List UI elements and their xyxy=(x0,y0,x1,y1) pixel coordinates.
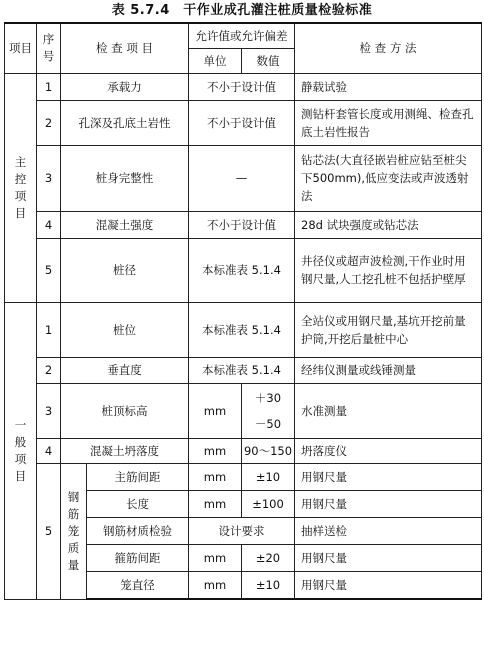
row-item: 主筋间距 xyxy=(87,463,189,490)
table-row xyxy=(5,100,482,145)
header-unit: 单位 xyxy=(189,48,242,73)
row-unit: mm xyxy=(189,571,242,599)
header-category: 项目 xyxy=(5,23,37,73)
header-row xyxy=(5,23,482,48)
row-seq: 4 xyxy=(37,438,61,463)
row-seq: 5 xyxy=(37,463,61,599)
row-method: 28d 试块强度或钻芯法 xyxy=(295,211,482,238)
row-value: 90～150 xyxy=(242,438,295,463)
row-method: 全站仪或用钢尺量,基坑开挖前量护筒,开挖后量桩中心 xyxy=(295,302,482,357)
row-allowance: 本标准表 5.1.4 xyxy=(189,302,295,357)
row-value: ±10 xyxy=(242,463,295,490)
row-item: 笼直径 xyxy=(87,571,189,599)
row-item: 桩身完整性 xyxy=(61,145,189,211)
row-unit: mm xyxy=(189,438,242,463)
row-method: 水准测量 xyxy=(295,383,482,438)
row-item: 混凝土坍落度 xyxy=(61,438,189,463)
row-allowance: 不小于设计值 xyxy=(189,211,295,238)
row-seq: 5 xyxy=(37,238,61,302)
header-allowance: 允许值或允许偏差 xyxy=(189,23,295,48)
row-item: 桩径 xyxy=(61,238,189,302)
table-row xyxy=(5,463,482,490)
row-item: 垂直度 xyxy=(61,357,189,383)
row-unit: mm xyxy=(189,490,242,517)
table-title: 表 5.7.4 干作业成孔灌注桩质量检验标准 xyxy=(111,3,373,18)
table-row xyxy=(5,357,482,383)
row-allowance: 不小于设计值 xyxy=(189,100,295,145)
inspection-standard-table xyxy=(4,22,482,600)
value-plus: ＋30 xyxy=(254,390,282,405)
row-item: 箍筋间距 xyxy=(87,544,189,571)
row-seq: 1 xyxy=(37,73,61,100)
row-unit: mm xyxy=(189,383,242,438)
row-value: ±10 xyxy=(242,571,295,599)
group-cage-label: 钢 筋 笼 质 量 xyxy=(61,463,87,599)
row-seq: 3 xyxy=(37,145,61,211)
row-allowance: — xyxy=(189,145,295,211)
row-method: 测钻杆套管长度或用测绳、检查孔底土岩性报告 xyxy=(295,100,482,145)
row-method: 抽样送检 xyxy=(295,517,482,544)
table-row xyxy=(5,211,482,238)
header-item: 检 查 项 目 xyxy=(61,23,189,73)
row-unit: mm xyxy=(189,463,242,490)
table-row xyxy=(5,383,482,438)
header-method: 检 查 方 法 xyxy=(295,23,482,73)
value-minus: －50 xyxy=(254,416,282,431)
row-seq: 4 xyxy=(37,211,61,238)
row-seq: 2 xyxy=(37,357,61,383)
row-value: ±20 xyxy=(242,544,295,571)
table-row xyxy=(5,238,482,302)
row-unit: mm xyxy=(189,544,242,571)
row-value xyxy=(242,383,295,438)
group-general-label: 一 般 项 目 xyxy=(5,302,37,599)
row-method: 坍落度仪 xyxy=(295,438,482,463)
row-item: 长度 xyxy=(87,490,189,517)
table-row xyxy=(5,438,482,463)
group-main-label: 主 控 项 目 xyxy=(5,73,37,302)
row-item: 承载力 xyxy=(61,73,189,100)
row-seq: 1 xyxy=(37,302,61,357)
table-row xyxy=(5,73,482,100)
row-allowance: 不小于设计值 xyxy=(189,73,295,100)
row-method: 用钢尺量 xyxy=(295,544,482,571)
row-method: 用钢尺量 xyxy=(295,490,482,517)
row-item: 钢筋材质检验 xyxy=(87,517,189,544)
row-item: 混凝土强度 xyxy=(61,211,189,238)
row-value: ±100 xyxy=(242,490,295,517)
table-row xyxy=(5,302,482,357)
row-item: 桩顶标高 xyxy=(61,383,189,438)
row-method: 钻芯法(大直径嵌岩桩应钻至桩尖下500mm),低应变法或声波透射法 xyxy=(295,145,482,211)
row-method: 经纬仪测量或线锤测量 xyxy=(295,357,482,383)
table-row xyxy=(5,145,482,211)
row-seq: 2 xyxy=(37,100,61,145)
row-allowance: 本标准表 5.1.4 xyxy=(189,238,295,302)
row-method: 井径仪或超声波检测,干作业时用钢尺量,人工挖孔桩不包括护壁厚 xyxy=(295,238,482,302)
row-method: 静载试验 xyxy=(295,73,482,100)
header-value: 数值 xyxy=(242,48,295,73)
row-item: 桩位 xyxy=(61,302,189,357)
header-seq: 序 号 xyxy=(37,23,61,73)
row-item: 孔深及孔底土岩性 xyxy=(61,100,189,145)
row-method: 用钢尺量 xyxy=(295,571,482,599)
row-method: 用钢尺量 xyxy=(295,463,482,490)
row-allowance: 设计要求 xyxy=(189,517,295,544)
row-seq: 3 xyxy=(37,383,61,438)
row-allowance: 本标准表 5.1.4 xyxy=(189,357,295,383)
